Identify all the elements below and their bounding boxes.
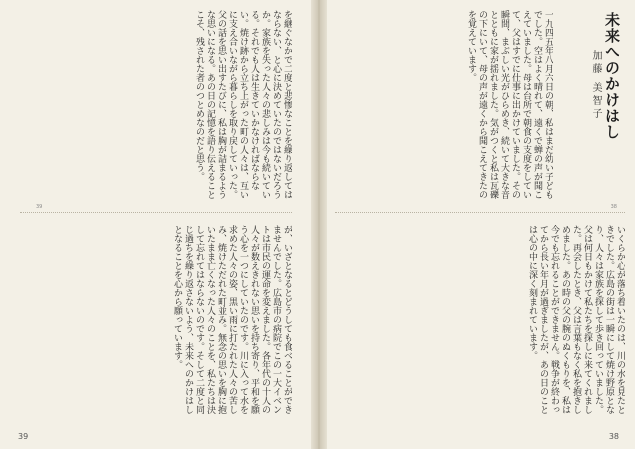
- right-page-number: 38: [608, 432, 619, 441]
- article-author: 加藤 美智子: [590, 50, 601, 122]
- left-page-number: 39: [18, 432, 29, 441]
- right-page-top-text: 一九四五年八月六日の朝、私はまだ幼い子どもでした。空はよく晴れて、遠くで蝉の声が聞こえていました。母は台所で朝食の支度をしていて、父はすでに仕事に出かけていました。その瞬間、まぶしい光がひらめき、続いて大きな音とともに家が揺れました。気がつくと私は瓦礫の下にいて、母の声が遠くから聞こえてきたのを覚えています。: [466, 10, 553, 199]
- left-page-top-text: を継ぐなかで二度と悲惨なことを繰り返してはならない、と心に決めていたのではないだろうか。家族を失った人々の悲しみは今も続いている。それでも人は生きていかなければならない。焼け跡から立ち上がった町の人々は、互いに支え合いながら暮らしを取り戻していった。父の話を思い出すたびに、私は胸が詰まるような思いになる。あの日の記憶を語り伝えることこそ、残された者のつとめなのだと思う。: [194, 10, 292, 199]
- left-page-bottom-text: が、いざとなるとどうしても食べることができませんでした。広島市の病院でこの一大イベントは市民の運命を変えました。各年代の十人の人々が数えきれない思いを持ち寄り、平和を願う心を一つにしていたのです。川に入って水を求めた人々の姿、黒い雨に打たれた人々の苦しみ、焼けただれた町並み。無念の思いを胸に抱いたまま亡くなった人々のことを、私たちは決して忘れてはならないのです。そして二度と同じ過ちを繰り返さないよう、未来へのかけはしとなることを心から願っています。: [172, 225, 292, 414]
- page-divider-rule: [20, 212, 292, 213]
- left-page-mark: 39: [36, 204, 43, 210]
- page-divider-rule: [335, 212, 625, 213]
- article-title: 未来へのかけはし: [603, 12, 621, 140]
- book-gutter: [311, 0, 327, 449]
- article-heading: [561, 10, 631, 210]
- right-page: [327, 0, 635, 449]
- left-page: [0, 0, 311, 449]
- right-page-bottom-text: いくらか心が落ち着いたのは、川の水を見たときでした。広島の街は一瞬にして焼け野原となり、人々は家族を探して歩き回っていました。父は何日もかけて私たちを探しに来てくれました。再会したとき、父は言葉もなく私を抱きしめました。あの時の父の腕のぬくもりを、私は今でも忘れることができません。戦争が終わってから長い年月が過ぎましたが、あの日のことは心の中に深く刻まれています。: [527, 225, 625, 414]
- right-page-mark: 38: [610, 204, 617, 210]
